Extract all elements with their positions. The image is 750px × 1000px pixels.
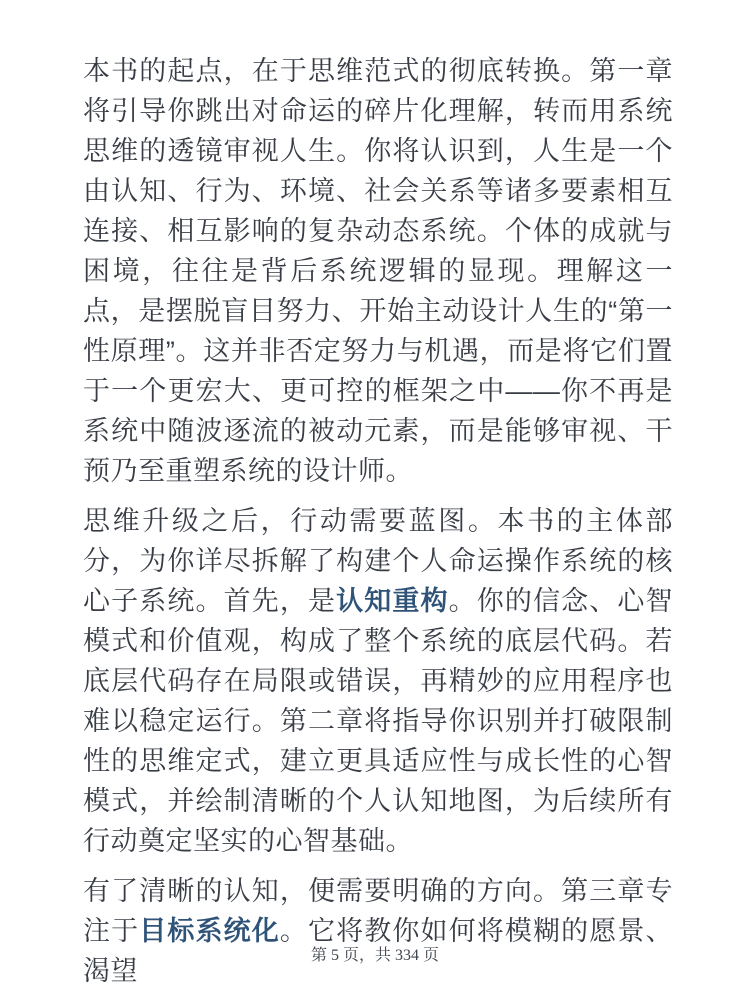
paragraph [83,871,673,991]
text-run: 有了清晰的认知，便需要明确的方向。第三章专注于 [83,876,673,946]
text-run: 思维升级之后，行动需要蓝图。本书的主体部分，为你详尽拆解了构建个人命运操作系统的核心子系统。首先，是 [83,506,673,616]
page-number-footer: 第 5 页，共 334 页 [310,947,439,964]
paragraph [83,51,673,491]
highlighted-term: 认知重构 [336,586,449,616]
text-run: 。你的信念、心智模式和价值观，构成了整个系统的底层代码。若底层代码存在局限或错误，再精妙的应用程序也难以稳定运行。第二章将指导你识别并打破限制性的思维定式，建立更具适应性与成长性的心智模式，并绘制清晰的个人认知地图，为后续所有行动奠定坚实的心智基础。 [83,586,673,856]
text-run: 本书的起点，在于思维范式的彻底转换。第一章将引导你跳出对命运的碎片化理解，转而用系统思维的透镜审视人生。你将认识到，人生是一个由认知、行为、环境、社会关系等诸多要素相互连接、相互影响的复杂动态系统。个体的成就与困境，往往是背后系统逻辑的显现。理解这一点，是摆脱盲目努力、开始主动设计人生的“第一性原理”。这并非否定努力与机遇，而是将它们置于一个更宏大、更可控的框架之中——你不再是系统中随波逐流的被动元素，而是能够审视、干预乃至重塑系统的设计师。 [83,56,673,486]
highlighted-term: 目标系统化 [139,916,280,946]
text-run: 。它将教你如何将模糊的愿景、渴望 [83,916,673,986]
paragraph [83,501,673,861]
document-body [83,51,673,1000]
